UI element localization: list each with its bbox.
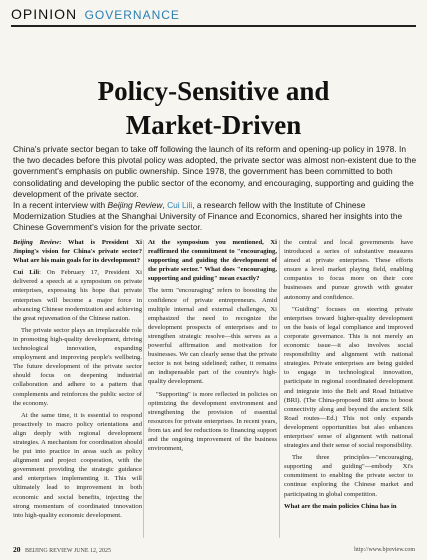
- title-line-2: Market-Driven: [125, 110, 302, 140]
- page-number: 20: [13, 545, 21, 554]
- footer-publication: BEIJING REVIEW JUNE 12, 2025: [25, 548, 112, 554]
- column-divider: [143, 240, 144, 538]
- body-paragraph: "Supporting" is more reflected in policies on optimizing the development environment and strengthening the provision of essential resources for private enterprises. In recent years, from tax and fee reductions to financing support and the ongoing improvement of the business environment,: [148, 390, 277, 453]
- question-paragraph: What are the main policies China has in: [284, 502, 397, 510]
- section-label: OPINION: [11, 6, 78, 22]
- text-column-3: [284, 238, 413, 514]
- body-paragraph: the central and local governments have introduced a series of substantive measures aimed at private enterprises. These efforts ensure a level market playing field, enabling companies to focus more on their core businesses and pursue growth with greater autonomy and confidence.: [284, 239, 413, 301]
- text-column-2: [148, 238, 277, 456]
- question-paragraph: Beijing Review: What is President Xi Jinping's vision for China's private sector? What are his main goals for its development?: [13, 239, 142, 265]
- publication-name: Beijing Review: [107, 200, 163, 211]
- footer-url: http://www.bjreview.com: [354, 547, 415, 553]
- interviewee-name: Cui Lili: [167, 200, 193, 211]
- intro-paragraph-1: China's private sector began to take off following the launch of its reform and opening-up policy in 1978. In the two decades before this pivotal policy was adopted, the private sector was almost non-existent due to the government's emphasis on public ownership. Since 1978, the government has been committed to both consolidating and developing the public sector of the economy, and encouraging, supporting and guiding the development of the private sector.: [13, 144, 417, 199]
- header-rule: [11, 25, 416, 27]
- body-paragraph: At the same time, it is essential to respond proactively to macro policy orientations and align deeply with regional development strategies. A mechanism for coordination should be put into practice in areas such as policy alignment and project cooperation, with the government providing the strategic guidance and enterprises implementing it. This will ultimately lead to improvement in both economic and social benefits, injecting the strong momentum of coordinated innovation into high-quality economic development.: [13, 411, 142, 519]
- question-paragraph: At the symposium you mentioned, Xi reaffirmed the commitment to "encouraging, supporting and guiding the development of the private sector." What does "encouraging, supporting and guiding" mean exactly?: [148, 239, 277, 283]
- body-paragraph: The private sector plays an irreplaceable role in promoting high-quality development, driving technological innovation, expanding employment and improving people's wellbeing. The future development of the private sector should focus on deepening industrial collaboration and adhere to a pattern that complements and reinforces the public sector of the economy.: [13, 326, 142, 407]
- section-header: [11, 6, 416, 22]
- subsection-label: GOVERNANCE: [84, 8, 180, 22]
- interviewee-label: Cui Lili: [13, 269, 40, 277]
- text-column-1: [13, 238, 142, 523]
- answer-paragraph: The term "encouraging" refers to boosting the confidence of private entrepreneurs. Amid multiple internal and external challenges, Xi emphasized the need to recognize the development prospects of enterprises and to strengthen strategic resolve—this serves as a powerful affirmation and motivation for businesses. We can clearly sense that the private sector is not being sidelined; rather, it remains an indispensable part of the country's high-quality development.: [148, 287, 277, 386]
- interviewer-label: Beijing Review: [13, 239, 60, 246]
- article-title: [0, 74, 427, 142]
- body-paragraph: "Guiding" focuses on steering private enterprises toward higher-quality development on the basis of legal compliance and improved corporate governance. This is not merely an economic issue—it also involves social responsibility and alignment with national strategies. Private enterprises are being guided to engage in technological innovation, participate in regional coordinated development and integrate into the Belt and Road Initiative (BRI). (The China-proposed BRI aims to boost connectivity along and beyond the ancient Silk Road routes—Ed.) This not only expands development opportunities but also enhances enterprises' sense of alignment with national strategies and their sense of social responsibility.: [284, 305, 413, 450]
- column-divider: [279, 240, 280, 538]
- intro-paragraph-2: In a recent interview with Beijing Review, Cui Lili, a research fellow with the Institute of Chinese Modernization Studies at the Shanghai University of Finance and Economics, shared her insights into the Chinese Government's vision for the private sector.: [13, 200, 403, 233]
- body-paragraph: The three principles—"encouraging, supporting and guiding"—embody Xi's commitment to enabling the private sector to continue exploring the Chinese market and participating in global competition.: [284, 454, 413, 498]
- answer-paragraph: Cui Lili: On February 17, President Xi delivered a speech at a symposium on private enterprises, expressing his hope that private enterprises will become a major force in advancing Chinese modernization and achieving the great rejuvenation of the Chinese nation.: [13, 269, 142, 322]
- title-line-1: Policy-Sensitive and: [97, 76, 330, 106]
- article-intro: [13, 144, 418, 234]
- page-footer: [13, 545, 415, 555]
